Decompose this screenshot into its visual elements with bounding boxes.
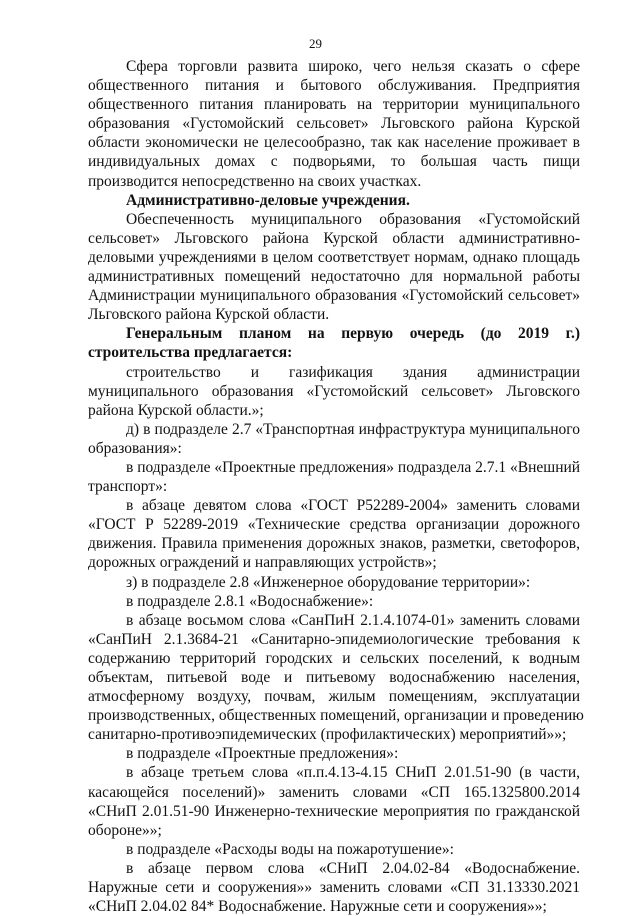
- text-line: индивидуальных домах с подворьями, то большая часть пищи: [88, 153, 580, 171]
- text-line: области экономически не целесообразно, так как население проживает в: [88, 134, 580, 152]
- text-line: транспорт»:: [88, 478, 168, 496]
- text-line: общественного питания планировать на территории муниципального: [88, 96, 580, 114]
- text-line: атмосферному воздуху, почвам, жилым помещениям, эксплуатации: [88, 688, 580, 706]
- text-line: з) в подразделе 2.8 «Инженерное оборудование территории»:: [126, 573, 531, 591]
- text-line: муниципального образования «Густомойский сельсовет» Льговского: [88, 382, 580, 400]
- text-line: производственных, общественных помещений, организации и проведению: [88, 707, 584, 725]
- text-line: «СанПиН 2.1.3684-21 «Санитарно-эпидемиологические требования к: [88, 630, 580, 648]
- text-line: строительство и газификация здания администрации: [126, 363, 580, 381]
- text-line: сельсовет» Льговского района Курской области административно-: [88, 229, 580, 247]
- text-line: административных помещений недостаточно для нормальной работы: [88, 268, 580, 286]
- text-line: производится непосредственно на своих участках.: [88, 172, 422, 190]
- text-line: объектам, питьевой воде и питьевому водоснабжению населения,: [88, 669, 580, 686]
- text-line: Администрации муниципального образования «Густомойский сельсовет»: [88, 287, 580, 305]
- text-line: «ГОСТ Р 52289-2019 «Технические средства организации дорожного: [88, 516, 580, 534]
- text-line: в абзаце первом слова «СНиП 2.04.02-84 «Водоснабжение.: [126, 859, 580, 877]
- text-line: «СНиП 2.01.51-90 Инженерно-технические мероприятия по гражданской: [88, 802, 580, 820]
- text-line: обороне»»;: [88, 821, 162, 839]
- text-line: санитарно-противоэпидемических (профилактических) мероприятий»»;: [88, 726, 567, 744]
- text-line: в абзаце восьмом слова «СанПиН 2.1.4.1074-01» заменить словами: [126, 611, 580, 629]
- heading-line: строительства предлагается:: [88, 344, 293, 362]
- text-line: в подразделе «Расходы воды на пожаротушение»:: [126, 840, 454, 858]
- text-line: содержанию территорий городских и сельских поселений, к водным: [88, 649, 580, 667]
- text-line: дорожных ограждений и направляющих устройств»;: [88, 554, 437, 572]
- text-line: в абзаце третьем слова «п.п.4.13-4.15 СНиП 2.01.51-90 (в части,: [126, 764, 580, 782]
- text-line: Наружные сети и сооружения»» заменить словами «СП 31.13330.2021: [88, 879, 580, 897]
- text-line: образования «Густомойский сельсовет» Льговского района Курской: [88, 115, 580, 133]
- text-line: д) в подразделе 2.7 «Транспортная инфраструктура муниципального: [126, 420, 580, 438]
- text-line: в подразделе 2.8.1 «Водоснабжение»:: [126, 592, 374, 610]
- body-text: [88, 57, 584, 916]
- text-line: движения. Правила применения дорожных знаков, разметки, светофоров,: [88, 535, 580, 553]
- text-line: в абзаце девятом слова «ГОСТ Р52289-2004» заменить словами: [126, 497, 580, 515]
- text-line: «СНиП 2.04.02 84* Водоснабжение. Наружные сети и сооружения»»;: [88, 898, 547, 916]
- text-line: Обеспеченность муниципального образования «Густомойский: [126, 210, 580, 228]
- text-line: общественного питания и бытового обслуживания. Предприятия: [88, 77, 580, 95]
- text-line: касающейся поселений)» заменить словами «СП 165.1325800.2014: [88, 783, 580, 801]
- text-line: в подразделе «Проектные предложения» подразделa 2.7.1 «Внешний: [126, 458, 581, 476]
- page-number: 29: [309, 36, 322, 51]
- heading-line: Генеральным планом на первую очередь (до 2019 г.): [126, 325, 580, 343]
- text-line: в подразделе «Проектные предложения»:: [126, 745, 399, 763]
- text-line: Льговского района Курской области.: [88, 306, 330, 324]
- text-line: района Курской области.»;: [88, 401, 264, 419]
- heading-line: Административно-деловые учреждения.: [126, 191, 410, 209]
- text-line: образования»:: [88, 439, 182, 457]
- text-line: деловыми учреждениями в целом соответствует нормам, однако площадь: [88, 248, 580, 266]
- text-line: Сфера торговли развита широко, чего нельзя сказать о сфере: [126, 58, 580, 75]
